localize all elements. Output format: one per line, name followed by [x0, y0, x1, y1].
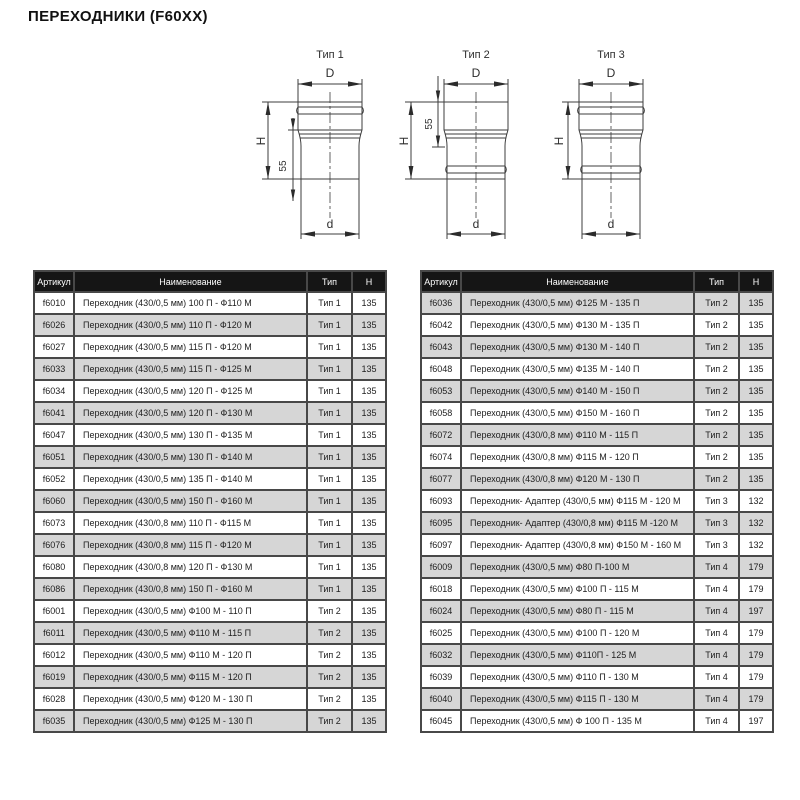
cell-article: f6024: [421, 600, 461, 622]
cell-name: Переходник (430/0,5 мм) 120 П - Ф125 М: [74, 380, 307, 402]
cell-height: 135: [352, 424, 386, 446]
cell-height: 132: [739, 512, 773, 534]
cell-name: Переходник (430/0,5 мм) 115 П - Ф120 М: [74, 336, 307, 358]
table-row: [421, 292, 773, 314]
cell-name: Переходник (430/0,5 мм) 115 П - Ф125 М: [74, 358, 307, 380]
cell-article: f6047: [34, 424, 74, 446]
cell-type: Тип 2: [694, 402, 739, 424]
cell-type: Тип 4: [694, 688, 739, 710]
cell-height: 135: [352, 380, 386, 402]
cell-height: 135: [352, 666, 386, 688]
cell-article: f6035: [34, 710, 74, 732]
table-row: [421, 622, 773, 644]
cell-type: Тип 1: [307, 556, 352, 578]
cell-article: f6043: [421, 336, 461, 358]
cell-name: Переходник (430/0,5 мм) Ф125 М - 135 П: [461, 292, 694, 314]
table-row: [421, 666, 773, 688]
cell-article: f6018: [421, 578, 461, 600]
table-row: [34, 710, 386, 732]
table-row: [34, 336, 386, 358]
dim-label-d-top: D: [325, 66, 335, 80]
cell-name: Переходник (430/0,5 мм) Ф 100 П - 135 М: [461, 710, 694, 732]
table-row: [34, 556, 386, 578]
cell-height: 135: [352, 446, 386, 468]
cell-type: Тип 4: [694, 578, 739, 600]
dim-label-h: H: [397, 136, 411, 146]
cell-height: 135: [352, 402, 386, 424]
table-row: [34, 666, 386, 688]
cell-type: Тип 1: [307, 336, 352, 358]
cell-type: Тип 1: [307, 446, 352, 468]
col-header-type: Тип: [307, 271, 352, 292]
cell-height: 135: [739, 468, 773, 490]
table-row: [421, 358, 773, 380]
cell-article: f6039: [421, 666, 461, 688]
cell-type: Тип 3: [694, 490, 739, 512]
cell-type: Тип 2: [307, 710, 352, 732]
cell-name: Переходник (430/0,5 мм) Ф130 М - 135 П: [461, 314, 694, 336]
cell-height: 179: [739, 688, 773, 710]
dim-label-h: H: [254, 136, 268, 146]
col-header-article: Артикул: [34, 271, 74, 292]
cell-type: Тип 2: [694, 446, 739, 468]
cell-type: Тип 4: [694, 622, 739, 644]
table-row: [34, 380, 386, 402]
table-row: [34, 512, 386, 534]
cell-article: f6033: [34, 358, 74, 380]
cell-height: 135: [352, 578, 386, 600]
cell-article: f6052: [34, 468, 74, 490]
col-header-name: Наименование: [461, 271, 694, 292]
col-header-height: Н: [739, 271, 773, 292]
cell-article: f6045: [421, 710, 461, 732]
table-row: [34, 292, 386, 314]
cell-article: f6072: [421, 424, 461, 446]
table-row: [34, 688, 386, 710]
table-row: [421, 512, 773, 534]
cell-article: f6097: [421, 534, 461, 556]
cell-height: 135: [352, 512, 386, 534]
dim-label-55: 55: [424, 118, 435, 130]
cell-name: Переходник (430/0,5 мм) Ф110 М - 120 П: [74, 644, 307, 666]
cell-height: 135: [352, 556, 386, 578]
cell-name: Переходник (430/0,5 мм) Ф140 М - 150 П: [461, 380, 694, 402]
cell-article: f6012: [34, 644, 74, 666]
cell-type: Тип 3: [694, 534, 739, 556]
diagram-label: Тип 3: [597, 49, 625, 61]
table-row: [34, 490, 386, 512]
cell-article: f6051: [34, 446, 74, 468]
cell-article: f6093: [421, 490, 461, 512]
adapter-table-right: [420, 270, 774, 733]
cell-name: Переходник (430/0,5 мм) Ф125 М - 130 П: [74, 710, 307, 732]
cell-type: Тип 2: [694, 380, 739, 402]
cell-type: Тип 4: [694, 644, 739, 666]
cell-height: 135: [352, 292, 386, 314]
cell-height: 135: [739, 446, 773, 468]
cell-type: Тип 2: [307, 600, 352, 622]
cell-type: Тип 2: [307, 666, 352, 688]
cell-height: 135: [352, 688, 386, 710]
table-row: [421, 644, 773, 666]
cell-name: Переходник (430/0,5 мм) Ф110 П - 130 М: [461, 666, 694, 688]
cell-type: Тип 2: [694, 358, 739, 380]
cell-name: Переходник (430/0,5 мм) 150 П - Ф160 М: [74, 490, 307, 512]
cell-name: Переходник- Адаптер (430/0,5 мм) Ф115 М - 120 М: [461, 490, 694, 512]
cell-name: Переходник (430/0,8 мм) Ф110 М - 115 П: [461, 424, 694, 446]
cell-name: Переходник (430/0,5 мм) Ф115 М - 120 П: [74, 666, 307, 688]
cell-height: 179: [739, 556, 773, 578]
cell-type: Тип 1: [307, 292, 352, 314]
cell-height: 135: [352, 358, 386, 380]
table-row: [421, 402, 773, 424]
table-row: [34, 534, 386, 556]
dimension-socket-55: [288, 118, 298, 201]
table-row: [421, 314, 773, 336]
cell-type: Тип 2: [307, 622, 352, 644]
cell-type: Тип 1: [307, 578, 352, 600]
table-row: [34, 358, 386, 380]
table-row: [421, 534, 773, 556]
cell-height: 197: [739, 600, 773, 622]
table-row: [34, 578, 386, 600]
table-row: [34, 600, 386, 622]
table-row: [34, 644, 386, 666]
cell-height: 135: [352, 600, 386, 622]
cell-article: f6028: [34, 688, 74, 710]
cell-height: 179: [739, 666, 773, 688]
cell-name: Переходник (430/0,8 мм) Ф120 М - 130 П: [461, 468, 694, 490]
cell-type: Тип 1: [307, 358, 352, 380]
cell-type: Тип 2: [307, 688, 352, 710]
cell-height: 132: [739, 490, 773, 512]
cell-name: Переходник (430/0,5 мм) 100 П - Ф110 М: [74, 292, 307, 314]
dim-label-d-top: D: [606, 66, 616, 80]
table-row: [421, 710, 773, 732]
cell-name: Переходник (430/0,5 мм) Ф80 П-100 М: [461, 556, 694, 578]
cell-height: 135: [739, 424, 773, 446]
cell-height: 135: [739, 402, 773, 424]
table-row: [34, 446, 386, 468]
cell-type: Тип 4: [694, 666, 739, 688]
cell-article: f6077: [421, 468, 461, 490]
diagram-label: Тип 2: [462, 49, 490, 61]
cell-name: Переходник (430/0,5 мм) Ф100 П - 120 М: [461, 622, 694, 644]
cell-article: f6048: [421, 358, 461, 380]
cell-type: Тип 1: [307, 380, 352, 402]
table-row: [421, 424, 773, 446]
table-row: [34, 622, 386, 644]
cell-type: Тип 2: [694, 336, 739, 358]
adapter-table-left: [33, 270, 387, 733]
table-header-row: [34, 271, 386, 292]
col-header-height: Н: [352, 271, 386, 292]
cell-name: Переходник (430/0,5 мм) 130 П - Ф140 М: [74, 446, 307, 468]
cell-height: 135: [352, 314, 386, 336]
diagram-type-1: [255, 46, 405, 246]
cell-name: Переходник (430/0,5 мм) Ф135 М - 140 П: [461, 358, 694, 380]
cell-type: Тип 1: [307, 402, 352, 424]
cell-article: f6036: [421, 292, 461, 314]
cell-article: f6058: [421, 402, 461, 424]
cell-article: f6080: [34, 556, 74, 578]
cell-name: Переходник (430/0,5 мм) Ф100 М - 110 П: [74, 600, 307, 622]
dim-label-d-bottom: d: [472, 217, 480, 231]
diagram-label: Тип 1: [316, 49, 344, 61]
cell-article: f6040: [421, 688, 461, 710]
cell-height: 197: [739, 710, 773, 732]
cell-height: 135: [739, 336, 773, 358]
cell-height: 135: [352, 710, 386, 732]
cell-article: f6027: [34, 336, 74, 358]
cell-article: f6042: [421, 314, 461, 336]
diagram-type-3: [536, 46, 686, 246]
table-row: [421, 556, 773, 578]
table-row: [421, 446, 773, 468]
cell-height: 135: [352, 490, 386, 512]
cell-height: 132: [739, 534, 773, 556]
cell-type: Тип 2: [694, 314, 739, 336]
cell-height: 135: [352, 622, 386, 644]
cell-name: Переходник (430/0,5 мм) Ф80 П - 115 М: [461, 600, 694, 622]
dim-label-d-bottom: d: [326, 217, 334, 231]
col-header-article: Артикул: [421, 271, 461, 292]
cell-height: 135: [352, 644, 386, 666]
cell-article: f6019: [34, 666, 74, 688]
cell-type: Тип 1: [307, 424, 352, 446]
cell-article: f6074: [421, 446, 461, 468]
cell-type: Тип 3: [694, 512, 739, 534]
cell-height: 179: [739, 622, 773, 644]
cell-name: Переходник (430/0,8 мм) 150 П - Ф160 М: [74, 578, 307, 600]
cell-height: 179: [739, 578, 773, 600]
cell-type: Тип 4: [694, 710, 739, 732]
cell-name: Переходник (430/0,5 мм) Ф130 М - 140 П: [461, 336, 694, 358]
table-header-row: [421, 271, 773, 292]
cell-article: f6009: [421, 556, 461, 578]
cell-article: f6041: [34, 402, 74, 424]
page-title: ПЕРЕХОДНИКИ (F60XX): [28, 8, 208, 25]
table-row: [34, 424, 386, 446]
cell-height: 135: [739, 358, 773, 380]
cell-name: Переходник (430/0,5 мм) Ф150 М - 160 П: [461, 402, 694, 424]
cell-name: Переходник (430/0,8 мм) 110 П - Ф115 М: [74, 512, 307, 534]
cell-article: f6095: [421, 512, 461, 534]
table-row: [421, 490, 773, 512]
table-row: [34, 468, 386, 490]
cell-article: f6001: [34, 600, 74, 622]
table-row: [421, 380, 773, 402]
diagram-type-2: [397, 46, 551, 246]
cell-name: Переходник (430/0,5 мм) 110 П - Ф120 М: [74, 314, 307, 336]
cell-height: 135: [352, 534, 386, 556]
cell-name: Переходник (430/0,5 мм) Ф110 М - 115 П: [74, 622, 307, 644]
cell-name: Переходник (430/0,5 мм) Ф110П - 125 М: [461, 644, 694, 666]
dim-label-d-top: D: [471, 66, 481, 80]
cell-type: Тип 1: [307, 512, 352, 534]
cell-type: Тип 2: [694, 424, 739, 446]
cell-name: Переходник- Адаптер (430/0,8 мм) Ф115 М -120 М: [461, 512, 694, 534]
cell-article: f6010: [34, 292, 74, 314]
cell-name: Переходник (430/0,5 мм) 135 П - Ф140 М: [74, 468, 307, 490]
cell-name: Переходник (430/0,5 мм) Ф100 П - 115 М: [461, 578, 694, 600]
dim-label-h: H: [552, 136, 566, 146]
cell-article: f6032: [421, 644, 461, 666]
table-row: [421, 468, 773, 490]
table-row: [421, 578, 773, 600]
cell-type: Тип 2: [307, 644, 352, 666]
cell-article: f6011: [34, 622, 74, 644]
dim-label-d-bottom: d: [607, 217, 615, 231]
cell-type: Тип 1: [307, 534, 352, 556]
cell-height: 179: [739, 644, 773, 666]
cell-name: Переходник- Адаптер (430/0,8 мм) Ф150 М - 160 М: [461, 534, 694, 556]
dim-label-55: 55: [278, 160, 289, 172]
cell-height: 135: [352, 336, 386, 358]
cell-type: Тип 2: [694, 468, 739, 490]
col-header-name: Наименование: [74, 271, 307, 292]
cell-article: f6026: [34, 314, 74, 336]
cell-article: f6034: [34, 380, 74, 402]
cell-article: f6060: [34, 490, 74, 512]
cell-height: 135: [739, 380, 773, 402]
table-row: [421, 688, 773, 710]
cell-name: Переходник (430/0,8 мм) 115 П - Ф120 М: [74, 534, 307, 556]
cell-type: Тип 4: [694, 556, 739, 578]
cell-name: Переходник (430/0,5 мм) Ф115 П - 130 М: [461, 688, 694, 710]
cell-article: f6076: [34, 534, 74, 556]
table-row: [34, 402, 386, 424]
col-header-type: Тип: [694, 271, 739, 292]
cell-article: f6086: [34, 578, 74, 600]
table-row: [421, 600, 773, 622]
cell-article: f6053: [421, 380, 461, 402]
cell-name: Переходник (430/0,5 мм) 130 П - Ф135 М: [74, 424, 307, 446]
cell-name: Переходник (430/0,5 мм) Ф120 М - 130 П: [74, 688, 307, 710]
cell-type: Тип 1: [307, 468, 352, 490]
cell-type: Тип 1: [307, 490, 352, 512]
table-row: [34, 314, 386, 336]
cell-article: f6073: [34, 512, 74, 534]
cell-height: 135: [739, 292, 773, 314]
cell-height: 135: [739, 314, 773, 336]
cell-name: Переходник (430/0,8 мм) 120 П - Ф130 М: [74, 556, 307, 578]
table-row: [421, 336, 773, 358]
cell-type: Тип 1: [307, 314, 352, 336]
cell-type: Тип 4: [694, 600, 739, 622]
cell-height: 135: [352, 468, 386, 490]
cell-type: Тип 2: [694, 292, 739, 314]
cell-name: Переходник (430/0,5 мм) 120 П - Ф130 М: [74, 402, 307, 424]
cell-name: Переходник (430/0,8 мм) Ф115 М - 120 П: [461, 446, 694, 468]
cell-article: f6025: [421, 622, 461, 644]
